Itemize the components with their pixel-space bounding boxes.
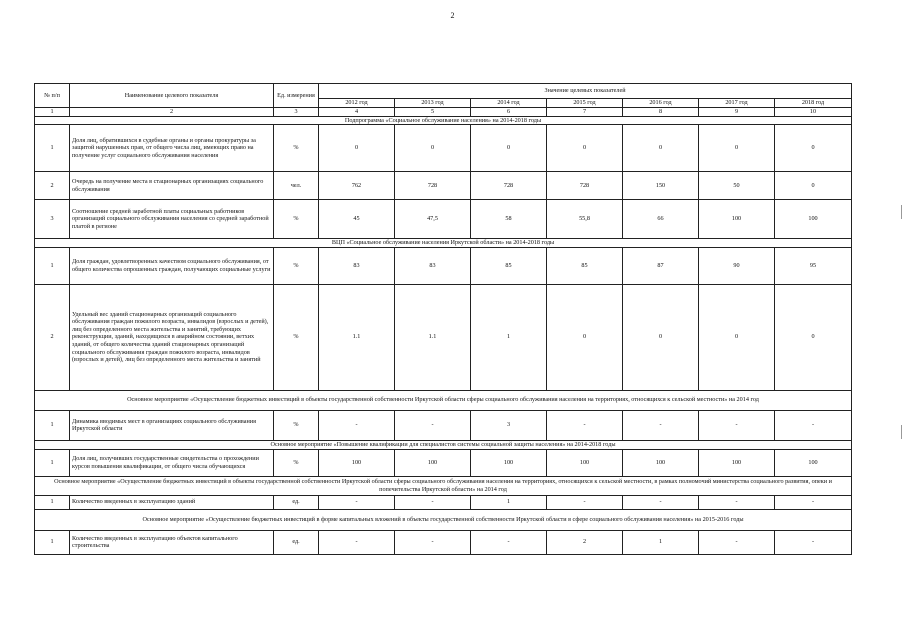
section-title-row <box>35 239 852 248</box>
indicator-unit: % <box>274 284 319 390</box>
indicator-value: - <box>547 495 623 509</box>
indicator-row <box>35 172 852 200</box>
scan-edge-mark <box>901 205 902 219</box>
indicator-value: 1 <box>623 530 699 554</box>
indicator-value: - <box>623 495 699 509</box>
indicator-value: 100 <box>547 449 623 476</box>
indicator-number: 3 <box>35 200 70 239</box>
indicator-number: 1 <box>35 125 70 172</box>
target-indicators-table <box>34 83 852 555</box>
section-title: Основное мероприятие «Осуществление бюджетных инвестиций в объекты государственной собственности Иркутской области сферы социального обслуживания населения на территориях, относящихся к сельской местности» на 2014 год <box>35 390 852 410</box>
column-number: 4 <box>319 108 395 117</box>
header-col-num: № п/п <box>35 84 70 108</box>
column-number: 1 <box>35 108 70 117</box>
indicator-value: 100 <box>775 200 852 239</box>
indicator-value: - <box>395 495 471 509</box>
indicator-value: 100 <box>395 449 471 476</box>
indicator-value: 83 <box>319 247 395 284</box>
header-col-values: Значение целевых показателей <box>319 84 852 99</box>
indicator-value: 55,8 <box>547 200 623 239</box>
indicator-value: 2 <box>547 530 623 554</box>
indicator-value: - <box>623 410 699 440</box>
section-title: Основное мероприятие «Осуществление бюджетных инвестиций в объекты государственной собственности Иркутской области сферы социального обслуживания населения на территориях, относящихся к сельской местности, в рамках полномочий министерства социального развития, опеки и попечительства Иркутской области» на 2014 год <box>35 476 852 495</box>
section-title-row <box>35 509 852 530</box>
section-title-row <box>35 116 852 125</box>
column-number: 6 <box>471 108 547 117</box>
indicator-number: 2 <box>35 284 70 390</box>
indicator-value: 0 <box>623 125 699 172</box>
page-number: 2 <box>450 11 455 20</box>
indicator-unit: % <box>274 410 319 440</box>
indicator-value: 728 <box>547 172 623 200</box>
indicator-value: 0 <box>699 125 775 172</box>
indicator-value: - <box>319 410 395 440</box>
header-year: 2016 год <box>623 99 699 108</box>
indicator-name: Доля лиц, получивших государственные свидетельства о прохождении курсов повышения квалификации, от общего числа обучающихся <box>70 449 274 476</box>
indicator-value: 0 <box>547 284 623 390</box>
indicator-value: 0 <box>775 125 852 172</box>
indicator-value: 1.1 <box>319 284 395 390</box>
indicator-value: - <box>775 410 852 440</box>
indicator-value: 58 <box>471 200 547 239</box>
section-title: Подпрограмма «Социальное обслуживание населения» на 2014-2018 годы <box>35 116 852 125</box>
indicator-value: 0 <box>699 284 775 390</box>
indicator-value: 1 <box>471 284 547 390</box>
indicator-value: - <box>319 530 395 554</box>
indicator-unit: % <box>274 247 319 284</box>
indicator-name: Количество введенных в эксплуатацию объектов капитального строительства <box>70 530 274 554</box>
indicator-row <box>35 200 852 239</box>
indicator-name: Динамика вводимых мест в организациях социального обслуживания Иркутской области <box>70 410 274 440</box>
indicator-value: 100 <box>623 449 699 476</box>
indicator-value: 100 <box>471 449 547 476</box>
indicator-value: - <box>471 530 547 554</box>
column-number: 8 <box>623 108 699 117</box>
header-year: 2017 год <box>699 99 775 108</box>
indicator-value: 83 <box>395 247 471 284</box>
indicator-value: - <box>775 530 852 554</box>
indicator-value: 0 <box>471 125 547 172</box>
indicator-value: - <box>395 530 471 554</box>
column-number: 9 <box>699 108 775 117</box>
header-year: 2014 год <box>471 99 547 108</box>
indicator-value: 85 <box>547 247 623 284</box>
indicator-unit: % <box>274 125 319 172</box>
indicator-value: 0 <box>547 125 623 172</box>
indicator-value: 150 <box>623 172 699 200</box>
indicator-unit: % <box>274 200 319 239</box>
indicator-number: 1 <box>35 410 70 440</box>
indicator-value: 47,5 <box>395 200 471 239</box>
indicator-number: 1 <box>35 530 70 554</box>
indicator-value: 100 <box>699 449 775 476</box>
indicator-value: 728 <box>471 172 547 200</box>
indicator-value: 100 <box>775 449 852 476</box>
indicator-row <box>35 530 852 554</box>
indicator-value: 90 <box>699 247 775 284</box>
indicator-row <box>35 284 852 390</box>
indicator-unit: % <box>274 449 319 476</box>
indicator-value: 1.1 <box>395 284 471 390</box>
indicator-name: Очередь на получение места в стационарных организациях социального обслуживания <box>70 172 274 200</box>
indicator-value: - <box>319 495 395 509</box>
indicator-row <box>35 410 852 440</box>
section-title: ВЦП «Социальное обслуживание населения Иркутской области» на 2014-2018 годы <box>35 239 852 248</box>
indicator-value: - <box>699 495 775 509</box>
indicator-value: 728 <box>395 172 471 200</box>
header-year: 2012 год <box>319 99 395 108</box>
indicator-value: - <box>699 530 775 554</box>
indicator-value: 1 <box>471 495 547 509</box>
indicator-value: 95 <box>775 247 852 284</box>
header-col-name: Наименование целевого показателя <box>70 84 274 108</box>
indicator-number: 2 <box>35 172 70 200</box>
indicator-value: - <box>395 410 471 440</box>
column-number: 5 <box>395 108 471 117</box>
indicator-name: Доля лиц, обратившихся в судебные органы и органы прокуратуры за защитой нарушенных прав, от общего числа лиц, имеющих право на получение услуг социального обслуживания населения <box>70 125 274 172</box>
indicator-unit: ед. <box>274 530 319 554</box>
indicator-row <box>35 495 852 509</box>
indicator-value: 3 <box>471 410 547 440</box>
indicator-value: 100 <box>319 449 395 476</box>
indicator-value: 50 <box>699 172 775 200</box>
indicator-value: 0 <box>319 125 395 172</box>
indicator-value: - <box>699 410 775 440</box>
indicator-value: 0 <box>775 172 852 200</box>
indicator-name: Соотношение средней заработной платы социальных работников организаций социального обслуживания населения со средней заработной платой в регионе <box>70 200 274 239</box>
indicator-value: 87 <box>623 247 699 284</box>
header-year: 2013 год <box>395 99 471 108</box>
indicator-value: - <box>775 495 852 509</box>
indicator-value: 762 <box>319 172 395 200</box>
indicator-value: 100 <box>699 200 775 239</box>
indicator-name: Количество введенных в эксплуатацию зданий <box>70 495 274 509</box>
section-title: Основное мероприятие «Осуществление бюджетных инвестиций в форме капитальных вложений в объекты государственной собственности Иркутской области в сфере социального обслуживания населения» на 2015-2016 годы <box>35 509 852 530</box>
indicator-row <box>35 125 852 172</box>
indicator-value: 0 <box>775 284 852 390</box>
section-title-row <box>35 476 852 495</box>
column-number: 3 <box>274 108 319 117</box>
indicator-unit: ед. <box>274 495 319 509</box>
indicator-value: 0 <box>395 125 471 172</box>
section-title-row <box>35 390 852 410</box>
column-number: 7 <box>547 108 623 117</box>
indicator-value: 66 <box>623 200 699 239</box>
indicator-number: 1 <box>35 449 70 476</box>
indicator-row <box>35 247 852 284</box>
indicator-name: Доля граждан, удовлетворенных качеством социального обслуживания, от общего количества опрошенных граждан, получающих социальные услуги <box>70 247 274 284</box>
header-year: 2015 год <box>547 99 623 108</box>
section-title: Основное мероприятие «Повышение квалификации для специалистов системы социальной защиты населения» на 2014-2018 годы <box>35 440 852 449</box>
indicator-unit: чел. <box>274 172 319 200</box>
section-title-row <box>35 440 852 449</box>
scan-edge-mark <box>901 425 902 439</box>
indicator-number: 1 <box>35 495 70 509</box>
header-year: 2018 год <box>775 99 852 108</box>
indicator-value: 85 <box>471 247 547 284</box>
column-number: 10 <box>775 108 852 117</box>
header-col-unit: Ед. измерения <box>274 84 319 108</box>
indicator-value: - <box>547 410 623 440</box>
indicator-number: 1 <box>35 247 70 284</box>
indicator-row <box>35 449 852 476</box>
indicator-name: Удельный вес зданий стационарных организаций социального обслуживания граждан пожилого возраста, инвалидов (взрослых и детей), лиц без определенного места жительства и занятий, требующих реконструкции, зданий, находящихся в аварийном состоянии, ветхих зданий, от общего количества зданий стационарных организаций социального обслуживания граждан пожилого возраста, инвалидов (взрослых и детей), лиц без определенного места жительства и занятий <box>70 284 274 390</box>
column-number: 2 <box>70 108 274 117</box>
indicator-value: 0 <box>623 284 699 390</box>
indicator-value: 45 <box>319 200 395 239</box>
